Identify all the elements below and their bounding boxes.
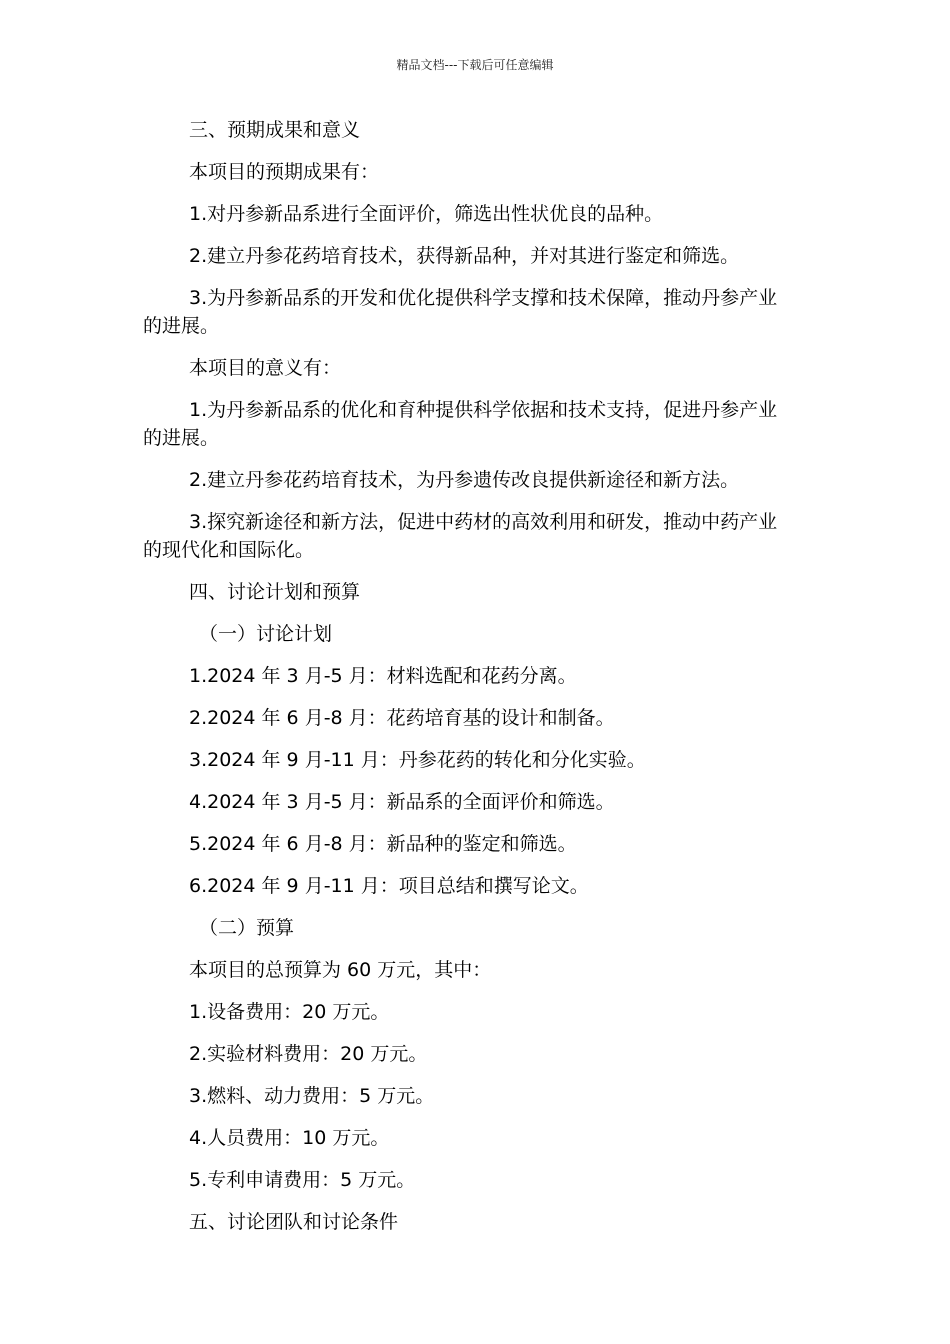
list-item-plan-5: 5.2024 年 6 月-8 月：新品种的鉴定和筛选。	[189, 833, 577, 855]
paragraph-outcomes-intro: 本项目的预期成果有：	[189, 161, 380, 183]
list-item-outcome-2: 2.建立丹参花药培育技术，获得新品种，并对其进行鉴定和筛选。	[189, 245, 740, 267]
list-item-outcome-3: 3.为丹参新品系的开发和优化提供科学支撑和技术保障，推动丹参产业的进展。	[143, 287, 778, 337]
list-item-plan-4: 4.2024 年 3 月-5 月：新品系的全面评价和筛选。	[189, 791, 615, 813]
list-item-budget-1: 1.设备费用：20 万元。	[189, 1001, 390, 1023]
paragraph-significance-intro: 本项目的意义有：	[189, 357, 342, 379]
list-item-significance-2: 2.建立丹参花药培育技术，为丹参遗传改良提供新途径和新方法。	[189, 469, 740, 491]
list-item-significance-1: 1.为丹参新品系的优化和育种提供科学依据和技术支持，促进丹参产业的进展。	[143, 399, 778, 449]
list-item-budget-3: 3.燃料、动力费用：5 万元。	[189, 1085, 435, 1107]
list-item-plan-2: 2.2024 年 6 月-8 月：花药培育基的设计和制备。	[189, 707, 615, 729]
list-item-outcome-1: 1.对丹参新品系进行全面评价，筛选出性状优良的品种。	[189, 203, 664, 225]
subsection-heading-plan: （一）讨论计划	[199, 623, 333, 645]
list-item-budget-2: 2.实验材料费用：20 万元。	[189, 1043, 428, 1065]
section-heading-plan-budget: 四、讨论计划和预算	[189, 581, 361, 603]
list-item-significance-3: 3.探究新途径和新方法，促进中药材的高效利用和研发，推动中药产业的现代化和国际化。	[143, 511, 778, 561]
list-item-plan-6: 6.2024 年 9 月-11 月：项目总结和撰写论文。	[189, 875, 589, 897]
list-item-plan-1: 1.2024 年 3 月-5 月：材料选配和花药分离。	[189, 665, 577, 687]
list-item-budget-5: 5.专利申请费用：5 万元。	[189, 1169, 416, 1191]
list-item-plan-3: 3.2024 年 9 月-11 月：丹参花药的转化和分化实验。	[189, 749, 646, 771]
list-item-budget-4: 4.人员费用：10 万元。	[189, 1127, 390, 1149]
section-heading-outcomes: 三、预期成果和意义	[189, 119, 361, 141]
subsection-heading-budget: （二）预算	[199, 917, 295, 939]
page-header: 精品文档---下载后可任意编辑	[396, 58, 554, 72]
section-heading-team: 五、讨论团队和讨论条件	[189, 1211, 399, 1233]
paragraph-budget-total: 本项目的总预算为 60 万元，其中：	[189, 959, 492, 981]
document-body	[143, 116, 795, 1250]
